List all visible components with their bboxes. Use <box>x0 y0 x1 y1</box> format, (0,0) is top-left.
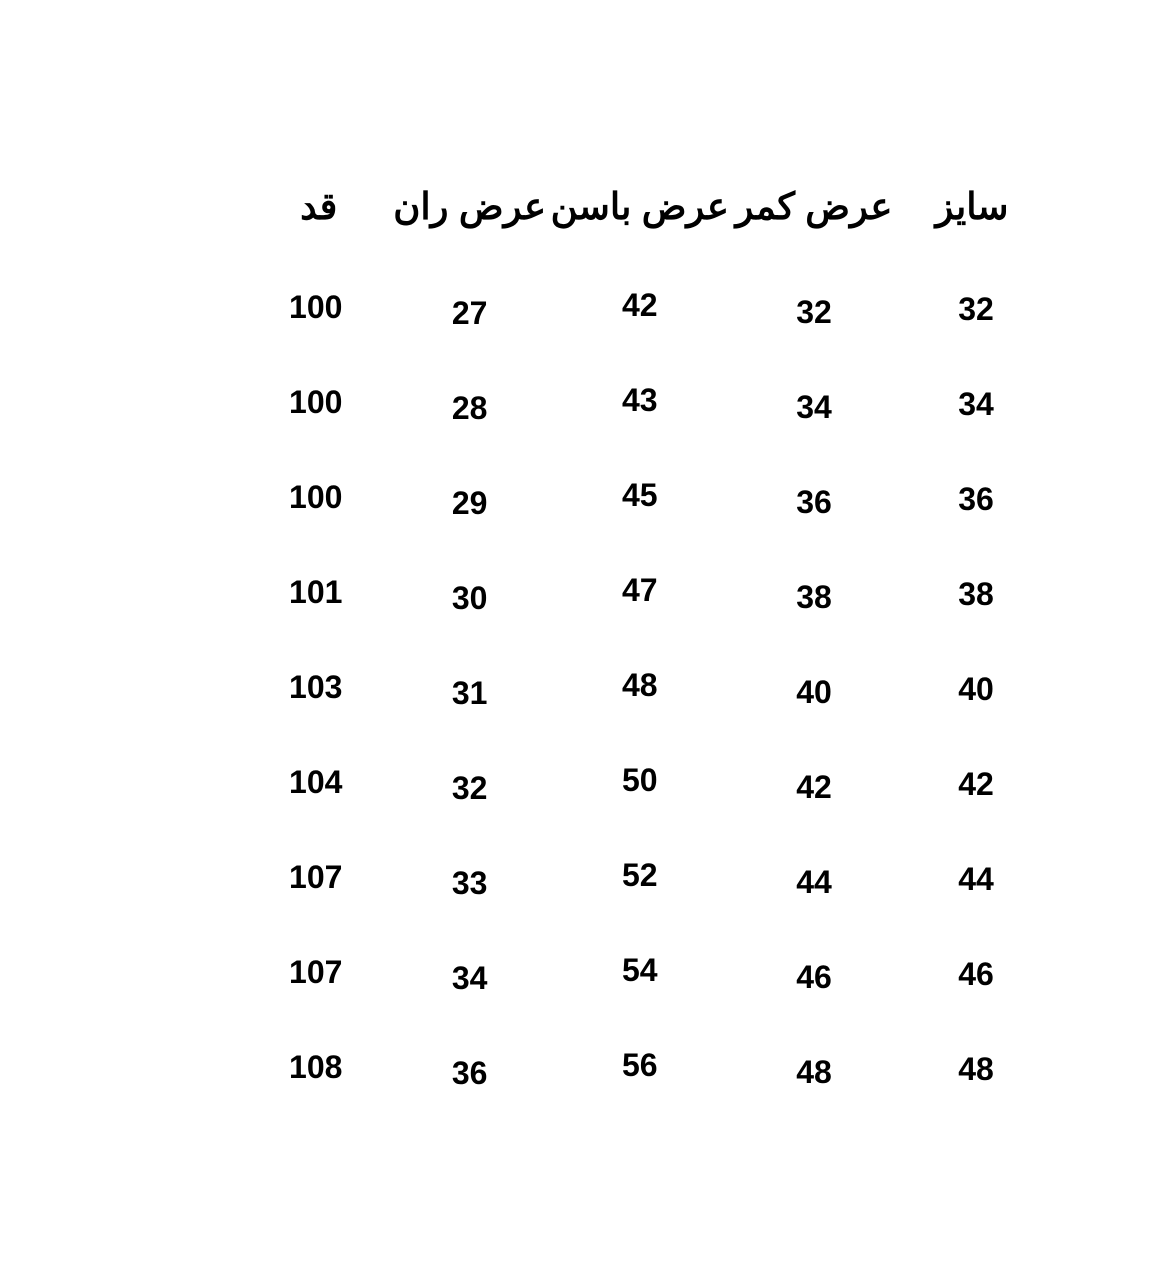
cell-hip: 54 <box>622 952 658 988</box>
cell-waist: 44 <box>796 864 832 900</box>
cell-size: 36 <box>958 481 994 517</box>
cell-length: 108 <box>289 1049 343 1085</box>
table-row <box>243 927 1053 1022</box>
cell-length: 100 <box>289 384 343 420</box>
cell-thigh: 31 <box>451 675 488 711</box>
table-row <box>243 832 1053 927</box>
table-row <box>243 1022 1053 1117</box>
cell-thigh: 33 <box>451 865 488 901</box>
cell-size: 46 <box>958 956 994 992</box>
cell-waist: 34 <box>796 389 832 425</box>
column-header-hip: عرض باسن <box>550 186 729 227</box>
cell-size: 38 <box>958 576 994 612</box>
cell-length: 100 <box>289 479 343 515</box>
cell-thigh: 36 <box>451 1055 488 1091</box>
cell-length: 100 <box>289 289 343 325</box>
size-chart-table <box>243 185 1053 1117</box>
cell-length: 107 <box>289 954 343 990</box>
cell-waist: 48 <box>796 1054 832 1090</box>
cell-waist: 38 <box>796 579 832 615</box>
cell-size: 48 <box>958 1051 994 1087</box>
cell-waist: 46 <box>796 959 832 995</box>
cell-hip: 48 <box>622 667 658 703</box>
cell-hip: 50 <box>622 762 658 798</box>
table-row <box>243 452 1053 547</box>
cell-hip: 52 <box>622 857 658 893</box>
cell-length: 107 <box>289 859 343 895</box>
cell-size: 34 <box>958 386 994 422</box>
table-row <box>243 737 1053 832</box>
cell-thigh: 28 <box>451 390 488 426</box>
column-header-size: سایز <box>935 186 1009 227</box>
cell-hip: 47 <box>622 572 658 608</box>
cell-thigh: 27 <box>451 295 488 331</box>
cell-thigh: 32 <box>451 770 488 806</box>
cell-waist: 42 <box>796 769 832 805</box>
table-header <box>243 185 1053 262</box>
table-row <box>243 642 1053 737</box>
column-header-thigh: عرض ران <box>393 186 547 227</box>
cell-thigh: 30 <box>451 580 488 616</box>
cell-thigh: 34 <box>451 960 488 996</box>
cell-waist: 40 <box>796 674 832 710</box>
table-row <box>243 262 1053 357</box>
cell-length: 103 <box>289 669 343 705</box>
cell-hip: 42 <box>622 287 658 323</box>
cell-length: 104 <box>289 764 343 800</box>
cell-thigh: 29 <box>451 485 488 521</box>
column-header-waist: عرض کمر <box>735 186 893 227</box>
cell-length: 101 <box>289 574 343 610</box>
cell-waist: 32 <box>796 294 832 330</box>
cell-size: 32 <box>958 291 994 327</box>
cell-hip: 43 <box>622 382 658 418</box>
cell-size: 40 <box>958 671 994 707</box>
cell-waist: 36 <box>796 484 832 520</box>
column-header-length: قد <box>300 186 338 227</box>
cell-size: 44 <box>958 861 994 897</box>
table-header-row <box>243 185 1053 262</box>
cell-size: 42 <box>958 766 994 802</box>
cell-hip: 45 <box>622 477 658 513</box>
table-row <box>243 357 1053 452</box>
table-body <box>243 262 1053 1117</box>
cell-hip: 56 <box>622 1047 658 1083</box>
table-row <box>243 547 1053 642</box>
